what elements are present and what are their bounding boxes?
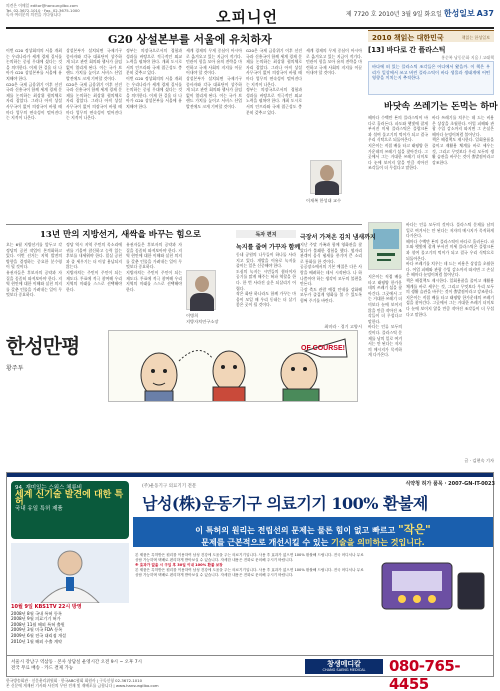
editorial-cartoon	[108, 330, 358, 402]
ad-blue-banner: 이 특허의 원리는 전립선의 문제는 물론 힘이 없고 빠르고 "작은" 문제를 근본적으로 개선시킬 수 있는 기술을 의미하는 것입니다.	[133, 517, 493, 547]
page-number: A37	[476, 9, 494, 18]
ad-body-text: 본 제품은 특허받은 원리를 이용하여 남성 건강에 도움을 주는 의료기기입니다. 사용 후 효과가 없으면 100% 환불해 드립니다. 전국 어디서나 무료 상담 가능하며 택배로 편리하게 받아보실 수 있습니다. 자세한 내용은 전화로 문의해 주시기 바랍니다. ※ 효과가 없을 시 구입 후 30일 이내 100% 환불 보장 본 제품은 특허받은 원리를 이용하여 남성 건강에 도움을 주는 의료기기입니다. 사용 후 효과가 없으면 100% 환불해 드립니다. 전국 어디서나 무료 상담 가능하며 택배로 편리하게 받아보실 수 있습니다. 자세한 내용은 전화로 문의해 주시기 바랍니다.	[135, 553, 364, 577]
book-headline: 바닷속 쓰레기는 돈먹는 하마	[384, 102, 498, 112]
list-item: 2009년 3월 미국 FDA 등록	[11, 627, 63, 633]
bottom-col1: 오는 6월 지방선거를 앞두고 각 정당의 공천 작업이 본격화하고 있다. 이번 선거는 지역 발전의 방향을 결정하는 중요한 분수령이 될 것이다. 유권자들은 후보자의 공약과 자질을 꼼꼼히 따져보아야 한다. 지역 현안에 대한 이해와 실천 의지를 갖춘 인물을 가려내는 일이 무엇보다 중요하다.	[6, 242, 62, 298]
list-item: 2010년 1월 해외 수출 계약	[11, 638, 63, 644]
list-item: 2008년 8월 국내 특허 등록	[11, 610, 63, 616]
bottom-author: 이병희 지방자치연구소장	[186, 313, 219, 324]
left-article-col5: G20은 국제 금융위기 이후 선진국과 신흥국이 함께 세계 경제 문제를 논의하는 최상위 협의체로 자리 잡았다. 그러나 아직 상설 사무국이 없어 의장국이 바뀔 때마다 업무의 연속성이 떨어진다는 지적이 나온다. 정부는 의장국으로서의 경험과 성과를 바탕으로 적극적인 외교 노력을 펼쳐야 한다. 개최 도시로서의 인프라와 국제 접근성도 충분히 갖추고 있다.	[246, 48, 302, 115]
ad-presenter-photo	[11, 543, 129, 603]
ad-quality: 식약청 허가 품목 · 2007-GN-IT-0023	[405, 481, 495, 487]
middle-byline: 최미라 · 경기 고양시	[324, 324, 362, 329]
paper-name: 한성일보	[443, 9, 475, 18]
author-photo	[310, 160, 342, 194]
date-line: 제 7720 호 2010년 3월 9일 화요일 한성일보 A37	[345, 9, 494, 18]
section-title: 오피니언	[216, 8, 278, 26]
book-corner-label: 2010 책읽는 대한민국 책읽는 한성일보	[368, 30, 494, 42]
list-item: 2009년 6월 전국 대리점 개설	[11, 632, 67, 638]
cartoon-author: 황주투	[6, 365, 24, 372]
cartoon-speech: OF COURSE!	[301, 345, 345, 352]
book-col4: 지은이는 직접 배를 타고 태평양 한가운데의 쓰레기 섬을 찾아간다. 그곳에서 그는 거대한 쓰레기 더미보다 눈에 보이지 않을 만큼 작아진 조각들이 더 무섭다고 말한다. 바다는 인류 모두의 것이다. 플라스틱 문제를 남의 일로 여겨서는 안 된다는 저자의 메시지가 묵직하게 다가온다.	[368, 274, 402, 358]
list-item: 2008년 9월 의료기기 허가	[11, 616, 61, 622]
masthead-rule	[6, 27, 494, 29]
list-item: 2008년 11월 해외 특허 출원	[11, 621, 65, 627]
book-byline: 글 · 김현숙 기자	[464, 458, 494, 463]
ad-main-headline: 남성(株)운동기구 의료기기 100% 환불제	[142, 494, 428, 513]
contact-info: 의견은 이메일 editor@hansungilbo.com Tel. 02-3672-1010 · Fax. 02-3675-1000 독자 여러분의 의견을 기다립니다	[6, 3, 80, 18]
ad-brand-logo: 창생메디칼 CHANG SAENG MEDICAL	[305, 659, 383, 674]
book-col3: 바다는 인류 모두의 것이다. 플라스틱 문제를 남의 일로 여겨서는 안 된다는 저자의 메시지가 묵직하게 다가온다. 해마다 수백만 톤의 플라스틱이 바다로 흘러든다. 파도와 햇빛에 잘게 부서진 미세 플라스틱은 플랑크톤과 섞여 물고기의 먹이가 되고 결국 우리 식탁으로 되돌아온다. 바다 쓰레기를 치우는 데 드는 비용은 상상을 초월한다. 어업 피해와 관광 수입 감소까지 따지면 그 손실은 해마다 눈덩이처럼 불어난다. 책은 해결책도 제시한다. 일회용품을 줄이고 재활용 체계를 바로 세우는 것, 그리고 무엇보다 우리 모두의 생활 습관을 바꾸는 것이 출발점이라고 강조한다. 지은이는 직접 배를 타고 태평양 한가운데의 쓰레기 섬을 찾아간다. 그곳에서 그는 거대한 쓰레기 더미보다 눈에 보이지 않을 만큼 작아진 조각들이 더 무섭다고 말한다.	[406, 222, 494, 317]
book-cover-image	[368, 222, 402, 270]
book-intro: 바다에 떠 있는 플라스틱 조각들은 어디에서 왔을까. 이 책은 우리가 일상에서 쓰고 버린 플라스틱이 바다 생물과 생태계에 어떤 영향을 끼치는지 추적한다.	[368, 61, 494, 95]
page-footer: 한국방송회관 · 신문윤리위원회 · 한국ABC협회 회원사 | 구독신청 02-3672-1010 본 신문에 게재된 기사와 사진의 무단 전재 및 재배포를 금합니다 | www.hansungilbo.com	[6, 678, 159, 688]
ad-green-box: 94. 재미있는 스위스 체류비 세계 신기술 발견에 대한 특허 국내 유일 특허 제품	[11, 481, 129, 539]
left-article-col2: 상설본부가 설치되면 국제기구 종사자와 각국 대표단이 상주하게 되고 관련 회의와 행사가 끊임없이 열리게 된다. 이는 국가 브랜드 가치를 높이고 서비스 산업 발전에도 크게 기여할 것이다. G20은 국제 금융위기 이후 선진국과 신흥국이 함께 세계 경제 문제를 논의하는 최상위 협의체로 자리 잡았다. 그러나 아직 상설 사무국이 없어 의장국이 바뀔 때마다 업무의 연속성이 떨어진다는 지적이 나온다.	[66, 48, 122, 121]
reader-column-label: 독자 편지	[236, 230, 296, 238]
cartoon-logo: 한성만평	[6, 334, 80, 358]
bottom-col3: 유권자들은 후보자의 공약과 자질을 꼼꼼히 따져보아야 한다. 지역 현안에 대한 이해와 실천 의지를 갖춘 인물을 가려내는 일이 무엇보다 중요하다. 지방자치는 주민이 주인이 되는 제도다. 투표에 적극 참여해 우리 지역의 미래를 스스로 선택해야 한다.	[126, 242, 182, 292]
left-article-col6: 세계 경제의 무게 중심이 아시아로 옮겨오고 있는 지금이 적기다. 민관이 힘을 모아 유치 전략을 마련하고 국제 사회의 지지를 이끌어내야 할 것이다.	[306, 48, 362, 76]
left-article-author: 이재복 한성대 교수	[306, 198, 342, 203]
book-col2: 바다 쓰레기를 치우는 데 드는 비용은 상상을 초월한다. 어업 피해와 관광 수입 감소까지 따지면 그 손실은 해마다 눈덩이처럼 불어난다. 책은 해결책도 제시한다. 일회용품을 줄이고 재활용 체계를 바로 세우는 것, 그리고 무엇보다 우리 모두의 생활 습관을 바꾸는 것이 출발점이라고 강조한다.	[432, 115, 494, 165]
bottom-article-headline: 13년 만의 지방선거, 새싹을 바꾸는 힘으로	[40, 230, 201, 240]
cartoon-label	[6, 330, 104, 402]
middle-headline: 극장서 가져온 김치 냄새까지	[300, 234, 376, 241]
middle-body: 지난 주말 가족과 함께 영화관을 찾았다가 불쾌한 경험을 했다. 옆자리 관객이 음식 냄새를 풍기며 큰 소리로 통화를 한 것이다. 공공장소에서의 기본 예절은 다른 사람을 배려하는 데서 시작된다. 나 하나쯤이야 하는 생각이 모두의 불편을 만든다. 극장 측도 관람 예절 안내를 강화해 모두가 즐겁게 영화를 볼 수 있도록 힘써 주기를 바란다.	[300, 242, 362, 303]
book-col1: 해마다 수백만 톤의 플라스틱이 바다로 흘러든다. 파도와 햇빛에 잘게 부서진 미세 플라스틱은 플랑크톤과 섞여 물고기의 먹이가 되고 결국 우리 식탁으로 되돌아온다. 지은이는 직접 배를 타고 태평양 한가운데의 쓰레기 섬을 찾아간다. 그곳에서 그는 거대한 쓰레기 더미보다 눈에 보이지 않을 만큼 작아진 조각들이 더 무섭다고 말한다.	[368, 115, 428, 171]
left-article-col4: 세계 경제의 무게 중심이 아시아로 옮겨오고 있는 지금이 적기다. 민관이 힘을 모아 유치 전략을 마련하고 국제 사회의 지지를 이끌어내야 할 것이다. 상설본부가 설치되면 국제기구 종사자와 각국 대표단이 상주하게 되고 관련 회의와 행사가 끊임없이 열리게 된다. 이는 국가 브랜드 가치를 높이고 서비스 산업 발전에도 크게 기여할 것이다.	[186, 48, 242, 109]
ad-phone-number: 080-765-4455	[389, 657, 461, 691]
bottom-col2: 정당 역시 지역 주민의 목소리에 귀를 기울여 참신하고 능력 있는 후보를 내세워야 한다. 밀실 공천과 줄 세우기는 더 이상 용납되지 않는다. 지방자치는 주민이 주인이 되는 제도다. 투표에 적극 참여해 우리 지역의 미래를 스스로 선택해야 한다.	[66, 242, 122, 292]
book-subtitle: 홍순복 남동문화 지음 / 고래책	[441, 55, 494, 60]
ad-history-list: 10월 9일 KBS1TV 22시 방영 2008년 8월 국내 특허 등록 2008년 9월 의료기기 허가 2008년 11월 해외 특허 출원 2009년 3월 미국 FDA 등록 2009년 6월 전국 대리점 개설 2010년 1월 해외 수출 계약	[11, 605, 131, 644]
book-title: [13] 바다로 간 플라스틱	[368, 46, 446, 54]
reader-body: 동네 공원의 나무들이 하나둘 사라지고 있다. 개발을 이유로 녹지를 줄이는 일은 신중해야 한다. 도심의 녹지는 시민들의 쉼터이자 공기를 맑게 해주는 허파 역할을 한다. 한 번 사라진 숲은 되살리기 어렵다. 작은 화단 하나라도 함께 가꾸는 마음이 모일 때 우리 동네는 더 살기 좋은 곳이 될 것이다.	[236, 252, 296, 308]
ad-address: 서울시 강남구 역삼동 · 본사 상담실 운영시간 오전 9시 ~ 오후 7시 전국 무료 배송 · 카드 결제 가능	[11, 660, 142, 671]
ad-product-image	[372, 553, 492, 619]
masthead	[6, 4, 494, 26]
ad-brand-small: (주)운동기구 의료기기 전문	[142, 484, 197, 489]
left-article-col1: 이번 G20 정상회의의 서울 개최는 우리나라가 세계 경제 질서를 논의하는 중심 무대에 섰다는 것을 의미한다. 이제 한 걸음 더 나아가 G20 상설본부를 서울에 유치해야 한다. G20은 국제 금융위기 이후 선진국과 신흥국이 함께 세계 경제 문제를 논의하는 최상위 협의체로 자리 잡았다. 그러나 아직 상설 사무국이 없어 의장국이 바뀔 때마다 업무의 연속성이 떨어진다는 지적이 나온다.	[6, 48, 62, 121]
left-article-headline: G20 상설본부를 서울에 유치하자	[108, 33, 272, 46]
bottom-author-photo	[186, 270, 216, 310]
reader-headline: 녹지를 줄여 가꾸자 함께	[236, 244, 301, 251]
cartoon-drawing	[109, 331, 358, 402]
left-article-col3: 정부는 의장국으로서의 경험과 성과를 바탕으로 적극적인 외교 노력을 펼쳐야 한다. 개최 도시로서의 인프라와 국제 접근성도 충분히 갖추고 있다. 이번 G20 정상회의의 서울 개최는 우리나라가 세계 경제 질서를 논의하는 중심 무대에 섰다는 것을 의미한다. 이제 한 걸음 더 나아가 G20 상설본부를 서울에 유치해야 한다.	[126, 48, 182, 109]
